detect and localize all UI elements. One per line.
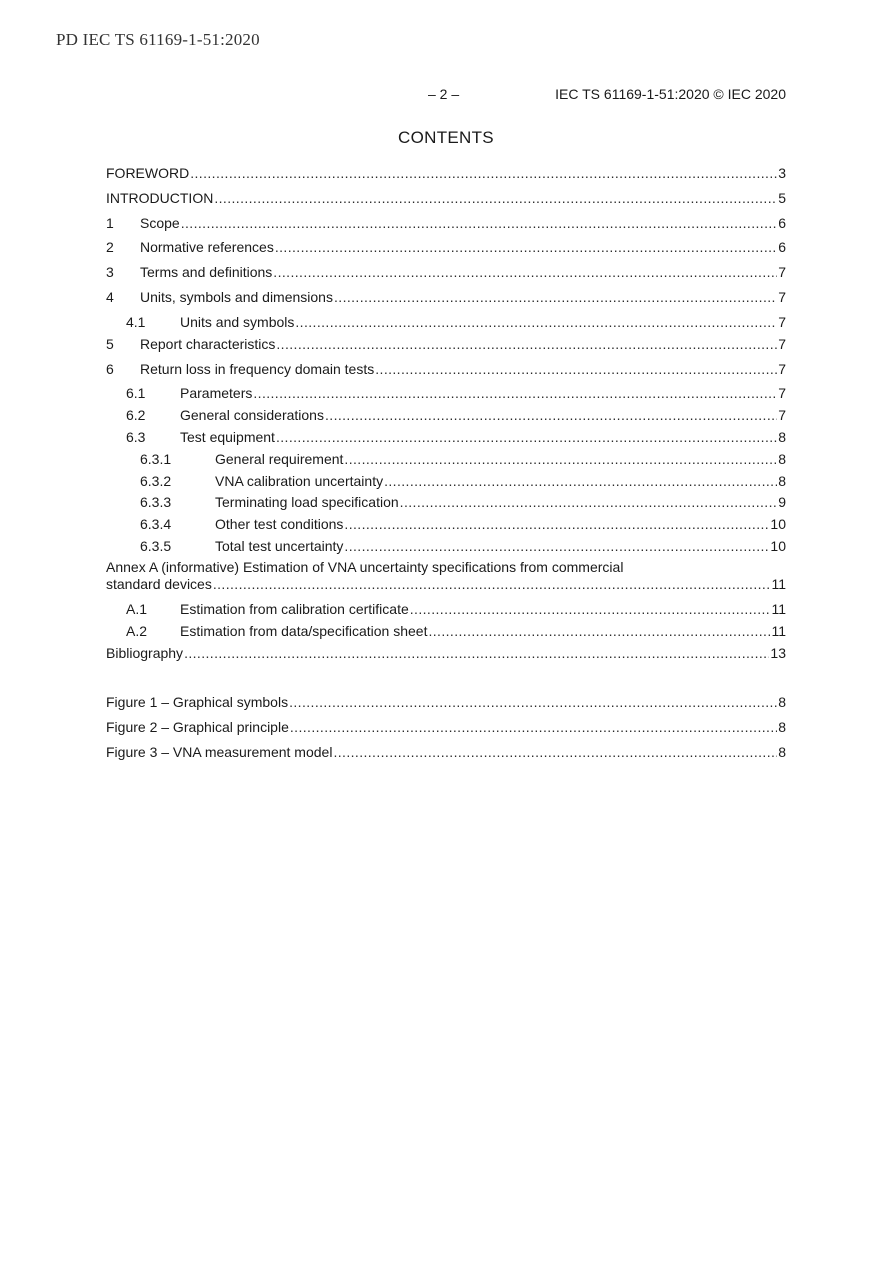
toc-entry-title: Total test uncertainty — [215, 538, 344, 554]
toc-figure-3[interactable] — [106, 743, 786, 761]
toc-entry-bibliography[interactable] — [106, 644, 786, 662]
toc-entry-title: VNA calibration uncertainty — [215, 473, 384, 489]
dot-leader — [190, 164, 777, 182]
toc-entry-title: Parameters — [180, 385, 253, 401]
toc-entry-page: 7 — [778, 289, 786, 305]
toc-entry-general-requirement[interactable] — [140, 450, 786, 468]
toc-title: CONTENTS — [398, 128, 494, 147]
toc-entry-page: 10 — [770, 538, 786, 554]
toc-figure-title: Figure 3 – VNA measurement model — [106, 744, 333, 760]
toc-entry-title: Terminating load specification — [215, 494, 399, 510]
dot-leader — [276, 428, 777, 446]
dot-leader — [275, 238, 777, 256]
dot-leader — [295, 313, 777, 331]
toc-entry-number: 6.3.3 — [140, 494, 172, 510]
dot-leader — [344, 537, 769, 555]
toc-entry-title: Bibliography — [106, 645, 184, 661]
toc-entry-title: FOREWORD — [106, 165, 190, 181]
toc-entry-page: 6 — [778, 239, 786, 255]
toc-entry-page: 11 — [771, 601, 786, 617]
running-header — [106, 86, 786, 104]
toc-entry-units-and-symbols[interactable] — [126, 313, 786, 331]
toc-entry-title: Other test conditions — [215, 516, 344, 532]
dot-leader — [290, 718, 777, 736]
toc-entry-page: 11 — [771, 623, 786, 639]
toc-entry-foreword[interactable] — [106, 164, 786, 182]
toc-entry-number: 4.1 — [126, 314, 146, 330]
toc-entry-page: 11 — [771, 576, 786, 592]
toc-entry-test-equipment[interactable] — [126, 428, 786, 446]
page-number: – 2 – — [428, 86, 460, 102]
toc-entry-number: 6.2 — [126, 407, 146, 423]
dot-leader — [400, 493, 778, 511]
dot-leader — [214, 189, 777, 207]
toc-entry-title: Scope — [140, 215, 180, 231]
dot-leader — [184, 644, 769, 662]
toc-entry-number: 6.3.5 — [140, 538, 172, 554]
toc-entry-number: 6.3 — [126, 429, 146, 445]
toc-entry-title: General requirement — [215, 451, 344, 467]
toc-entry-title: Estimation from data/specification sheet — [180, 623, 428, 639]
toc-entry-title: Units, symbols and dimensions — [140, 289, 333, 305]
toc-entry-page: 8 — [778, 429, 786, 445]
toc-entry-title: General considerations — [180, 407, 324, 423]
toc-entry-page: 8 — [778, 473, 786, 489]
toc-entry-number: 6.3.1 — [140, 451, 172, 467]
toc-entry-page: 7 — [778, 385, 786, 401]
toc-entry-page: 7 — [778, 361, 786, 377]
dot-leader — [344, 515, 769, 533]
toc-figure-page: 8 — [778, 744, 786, 760]
dot-leader — [334, 288, 777, 306]
toc-entry-page: 7 — [778, 314, 786, 330]
toc-entry-title: Units and symbols — [180, 314, 295, 330]
toc-entry-number: 3 — [106, 264, 114, 280]
toc-entry-number: 4 — [106, 289, 114, 305]
toc-entry-annex-a-title[interactable]: Annex A (informative) Estimation of VNA uncertainty specifications from commercial — [106, 559, 624, 575]
dot-leader — [375, 360, 777, 378]
toc-entry-number: A.2 — [126, 623, 148, 639]
toc-entry-terminating-load[interactable] — [140, 493, 786, 511]
toc-entry-number: 1 — [106, 215, 114, 231]
toc-entry-page: 10 — [770, 516, 786, 532]
dot-leader — [428, 622, 770, 640]
toc-entry-report-characteristics[interactable] — [106, 335, 786, 353]
toc-entry-page: 3 — [778, 165, 786, 181]
toc-entry-number: 6.3.2 — [140, 473, 172, 489]
toc-figure-title: Figure 2 – Graphical principle — [106, 719, 289, 735]
watermark-document-id: PD IEC TS 61169-1-51:2020 — [56, 30, 260, 49]
toc-entry-page: 5 — [778, 190, 786, 206]
document-reference: IEC TS 61169-1-51:2020 © IEC 2020 — [555, 86, 786, 102]
toc-entry-title: standard devices — [106, 576, 212, 592]
toc-entry-page: 9 — [778, 494, 786, 510]
toc-entry-other-test-conditions[interactable] — [140, 515, 786, 533]
toc-entry-specification-sheet[interactable] — [126, 622, 786, 640]
dot-leader — [344, 450, 777, 468]
toc-entry-total-test-uncertainty[interactable] — [140, 537, 786, 555]
toc-entry-page: 8 — [778, 451, 786, 467]
dot-leader — [273, 263, 777, 281]
toc-entry-general-considerations[interactable] — [126, 406, 786, 424]
toc-entry-title: Return loss in frequency domain tests — [140, 361, 375, 377]
toc-entry-title: INTRODUCTION — [106, 190, 214, 206]
toc-figure-title: Figure 1 – Graphical symbols — [106, 694, 289, 710]
toc-entry-number: 6.3.4 — [140, 516, 172, 532]
dot-leader — [410, 600, 771, 618]
dot-leader — [253, 384, 777, 402]
toc-entry-vna-calibration-uncertainty[interactable] — [140, 472, 786, 490]
toc-entry-title: Report characteristics — [140, 336, 276, 352]
toc-entry-title: Test equipment — [180, 429, 275, 445]
toc-entry-title: Terms and definitions — [140, 264, 273, 280]
dot-leader — [181, 214, 778, 232]
toc-entry-number: A.1 — [126, 601, 148, 617]
toc-entry-annex-a[interactable] — [106, 575, 786, 593]
toc-entry-page: 7 — [778, 264, 786, 280]
dot-leader — [276, 335, 777, 353]
toc-entry-calibration-certificate[interactable] — [126, 600, 786, 618]
toc-figure-page: 8 — [778, 694, 786, 710]
toc-entry-title: Normative references — [140, 239, 274, 255]
toc-entry-return-loss[interactable] — [106, 360, 786, 378]
toc-entry-number: 5 — [106, 336, 114, 352]
toc-entry-introduction[interactable] — [106, 189, 786, 207]
toc-entry-parameters[interactable] — [126, 384, 786, 402]
toc-figure-1[interactable] — [106, 693, 786, 711]
toc-entry-page: 7 — [778, 407, 786, 423]
dot-leader — [325, 406, 777, 424]
toc-entry-page: 7 — [778, 336, 786, 352]
toc-entry-normative-references[interactable] — [106, 238, 786, 256]
toc-entry-number: 6.1 — [126, 385, 146, 401]
dot-leader — [289, 693, 777, 711]
toc-entry-title: Estimation from calibration certificate — [180, 601, 409, 617]
toc-entry-units-symbols-dimensions[interactable] — [106, 288, 786, 306]
toc-entry-page: 6 — [778, 215, 786, 231]
toc-figure-page: 8 — [778, 719, 786, 735]
toc-entry-number: 2 — [106, 239, 114, 255]
dot-leader — [333, 743, 777, 761]
dot-leader — [384, 472, 777, 490]
toc-entry-number: 6 — [106, 361, 114, 377]
toc-entry-terms-definitions[interactable] — [106, 263, 786, 281]
dot-leader — [213, 575, 771, 593]
toc-entry-scope[interactable] — [106, 214, 786, 232]
toc-figure-2[interactable] — [106, 718, 786, 736]
toc-entry-page: 13 — [770, 645, 786, 661]
